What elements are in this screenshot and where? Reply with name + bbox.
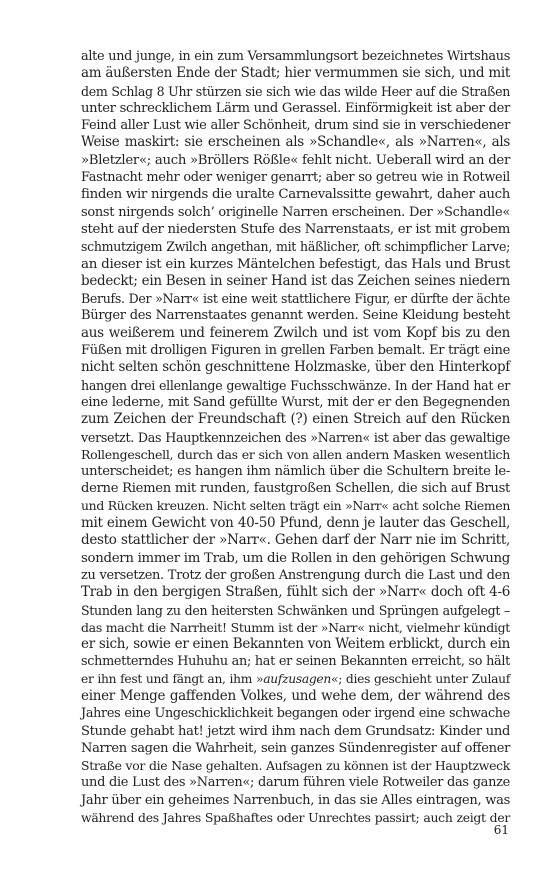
text-line: desto stattlicher der »Narr«. Gehen darf der Narr nie im Schritt, [81,532,510,549]
text-line: Trab in den bergigen Straßen, fühlt sich der »Narr« doch oft 4-6 [81,584,510,601]
text-line: Straße vor die Nase gehalten. Aufsagen zu können ist der Hauptzweck [81,758,510,774]
text-line: versetzt. Das Hauptkennzeichen des »Narren« ist aber das gewaltige [81,429,510,445]
text-line: und Rücken kreuzen. Nicht selten trägt ein »Narr« acht solche Riemen [81,498,510,513]
text-line: er sich, sowie er einen Bekannten von Weitem erblickt, durch ein [81,636,510,653]
text-line: Feind aller Lust wie aller Schönheit, drum sind sie in verschiedener [81,118,510,134]
text-line: Rollengeschell, durch das er sich von allen andern Masken wesentlich [81,446,510,462]
text-line: nicht selten schön geschnittene Holzmaske, über den Hinterkopf [81,359,510,376]
text-line: mit einem Gewicht von 40-50 Pfund, denn je lauter das Geschell, [81,515,510,532]
text-line: bedeckt; ein Besen in seiner Hand ist das Zeichen seines niedern [81,272,510,289]
text-line: Stunde gehabt hat! jetzt wird ihm nach dem Grundsatz: Kinder und [81,723,510,739]
text-line: an dieser ist ein kurzes Mäntelchen befestigt, das Hals und Brust [81,256,510,272]
text-line: zu versetzen. Trotz der großen Anstrengung durch die Last und den [81,567,510,583]
text-line: schmetterndes Huhuhu an; hat er seinen Bekannten erreicht, so hält [81,654,510,670]
text-line: Weise maskirt: sie erscheinen als »Schandle«, als »Narren«, als [81,134,510,151]
text-line: finden wir nirgends die uralte Carnevalssitte gewahrt, daher auch [81,187,510,203]
text-line: er ihn fest und fängt an, ihm »aufzusagen«; dies geschieht unter Zulauf [81,671,510,686]
text-line: schmutzigem Zwilch angethan, mit häßlicher, oft schimpflicher Larve; [81,239,510,255]
text-line: am äußersten Ende der Stadt; hier vermummen sie sich, und mit [81,65,510,82]
text-line: Jahr über ein geheimes Narrenbuch, in das sie Alles eintragen, was [81,792,510,808]
text-line: das macht die Narrheit! Stumm ist der »Narr« nicht, vielmehr kündigt [81,619,510,635]
text-line: Narren sagen die Wahrheit, sein ganzes Sündenregister auf offener [81,740,510,756]
text-line: hangen drei ellenlange gewaltige Fuchsschwänze. In der Hand hat er [81,377,510,393]
text-line: zum Zeichen der Freundschaft (?) einen Streich auf den Rücken [81,411,510,428]
page-number: 61 [493,823,509,837]
text-line: einer Menge gaffenden Volkes, und wehe dem, der während des [81,687,510,704]
body-text [81,48,510,826]
text-line: und die Lust des »Narren«; darum führen viele Rotweiler das ganze [81,775,510,791]
text-line: Jahres eine Ungeschicklichkeit begangen oder irgend eine schwache [81,706,510,722]
text-line: Stunden lang zu den heitersten Schwänken und Sprüngen aufgelegt – [81,602,510,618]
text-line: dem Schlag 8 Uhr stürzen sie sich wie das wilde Heer auf die Straßen [81,83,510,99]
emphasized-word: aufzusagen [263,671,332,686]
text-line: Berufs. Der »Narr« ist eine weit stattlichere Figur, er dürfte der ächte [81,291,510,307]
text-line: aus weißerem und feinerem Zwilch und ist vom Kopf bis zu den [81,324,510,341]
text-line: »Bletzler«; auch »Bröllers Rößle« fehlt nicht. Ueberall wird an der [81,152,510,168]
text-line: Fastnacht mehr oder weniger genarrt; aber so getreu wie in Rotweil [81,170,510,186]
text-line: steht auf der niedersten Stufe des Narrenstaats, er ist mit grobem [81,221,510,237]
text-line: sonst nirgends solch’ originelle Narren erscheinen. Der »Schandle« [81,204,510,220]
text-line: während des Jahres Spaßhaftes oder Unrechtes passirt; auch zeigt der [81,810,510,826]
text-line: eine lederne, mit Sand gefüllte Wurst, mit der er den Begegnenden [81,394,510,410]
text-line: derne Riemen mit runden, faustgroßen Schellen, die sich auf Brust [81,481,510,497]
text-line: Füßen mit drolligen Figuren in grellen Farben bemalt. Er trägt eine [81,343,510,359]
text-line: alte und junge, in ein zum Versammlungsort bezeichnetes Wirtshaus [81,49,510,64]
text-line: unterscheidet; es hangen ihm nämlich über die Schultern breite le- [81,464,510,480]
text-line: sondern immer im Trab, um die Rollen in den gehörigen Schwung [81,550,510,566]
text-line: Bürger des Narrenstaates genannt werden. Seine Kleidung besteht [81,308,510,324]
text-line: unter schrecklichem Lärm und Gerassel. Einförmigkeit ist aber der [81,100,510,116]
